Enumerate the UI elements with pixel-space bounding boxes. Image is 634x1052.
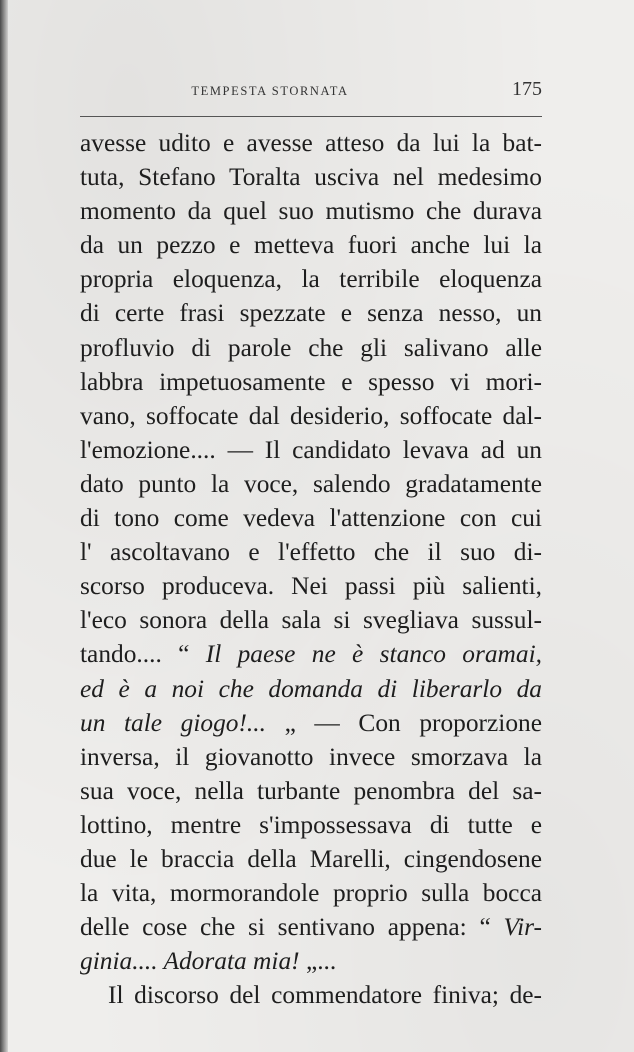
- text-segment: avesse udito e avesse atteso da lui la bat-: [80, 129, 542, 157]
- page-header: [80, 76, 542, 104]
- text-line: [80, 978, 542, 1012]
- text-line: [80, 399, 542, 433]
- text-line: [80, 910, 542, 944]
- text-segment: delle cose che si sentivano appena: “: [80, 913, 504, 942]
- text-segment: „ — Con proporzione: [265, 708, 542, 737]
- text-segment: vano, soffocate dal desiderio, soffocate dal-: [80, 401, 542, 430]
- text-line: [80, 637, 542, 671]
- italic-segment: ed è a noi che domanda di liberarlo da: [80, 674, 542, 703]
- text-segment: di tono come vedeva l'attenzione con cui: [80, 504, 542, 533]
- text-line: [80, 569, 542, 603]
- text-segment: l' ascoltavano e l'effetto che il suo di-: [80, 538, 542, 567]
- text-line: [80, 467, 542, 501]
- italic-segment: un tale giogo!...: [80, 708, 266, 737]
- text-segment: Il discorso del commendatore finiva; de-: [108, 981, 542, 1010]
- italic-segment: ginia.... Adorata mia!: [80, 947, 300, 976]
- text-line: [80, 228, 542, 262]
- text-line: [80, 808, 542, 842]
- text-line: [80, 501, 542, 535]
- text-line: [80, 876, 542, 910]
- italic-segment: Il paese ne è stanco oramai,: [205, 640, 542, 669]
- text-segment: scorso produceva. Nei passi più salienti,: [80, 572, 542, 601]
- text-segment: due le braccia della Marelli, cingendosene: [80, 844, 542, 873]
- text-segment: la vita, mormorandole proprio sulla bocca: [80, 879, 542, 908]
- text-segment: tuta, Stefano Toralta usciva nel medesimo: [80, 163, 542, 192]
- text-line: [80, 603, 542, 637]
- text-segment: l'emozione.... — Il candidato levava ad un: [80, 435, 542, 464]
- text-line: [80, 296, 542, 330]
- text-segment: l'eco sonora della sala si svegliava sussul-: [80, 606, 542, 635]
- text-line: [80, 944, 542, 978]
- text-line: [80, 365, 542, 399]
- body-text: [80, 126, 542, 1012]
- italic-segment: Vir-: [503, 913, 542, 942]
- text-line: [80, 672, 542, 706]
- text-segment: tando.... “: [80, 640, 206, 669]
- text-segment: propria eloquenza, la terribile eloquenza: [80, 265, 542, 294]
- page-number: 175: [512, 78, 542, 100]
- text-segment: di certe frasi spezzate e senza nesso, un: [80, 299, 542, 328]
- text-segment: profluvio di parole che gli salivano alle: [80, 333, 542, 362]
- text-segment: inversa, il giovanotto invece smorzava la: [80, 742, 542, 771]
- text-line: [80, 331, 542, 365]
- text-line: [80, 535, 542, 569]
- text-segment: sua voce, nella turbante penombra del sa-: [80, 776, 542, 805]
- text-line: [80, 774, 542, 808]
- text-segment: lottino, mentre s'impossessava di tutte e: [80, 810, 542, 839]
- running-title: TEMPESTA STORNATA: [191, 84, 349, 98]
- text-segment: da un pezzo e metteva fuori anche lui la: [80, 231, 542, 260]
- text-line: [80, 126, 542, 160]
- text-line: [80, 740, 542, 774]
- text-segment: „...: [299, 947, 337, 976]
- text-segment: momento da quel suo mutismo che durava: [80, 197, 542, 226]
- text-segment: labbra impetuosamente e spesso vi mori-: [80, 367, 542, 396]
- text-line: [80, 262, 542, 296]
- text-line: [80, 706, 542, 740]
- text-line: [80, 433, 542, 467]
- text-line: [80, 160, 542, 194]
- header-rule: [80, 116, 542, 117]
- text-line: [80, 194, 542, 228]
- text-line: [80, 842, 542, 876]
- text-segment: dato punto la voce, salendo gradatamente: [80, 469, 542, 498]
